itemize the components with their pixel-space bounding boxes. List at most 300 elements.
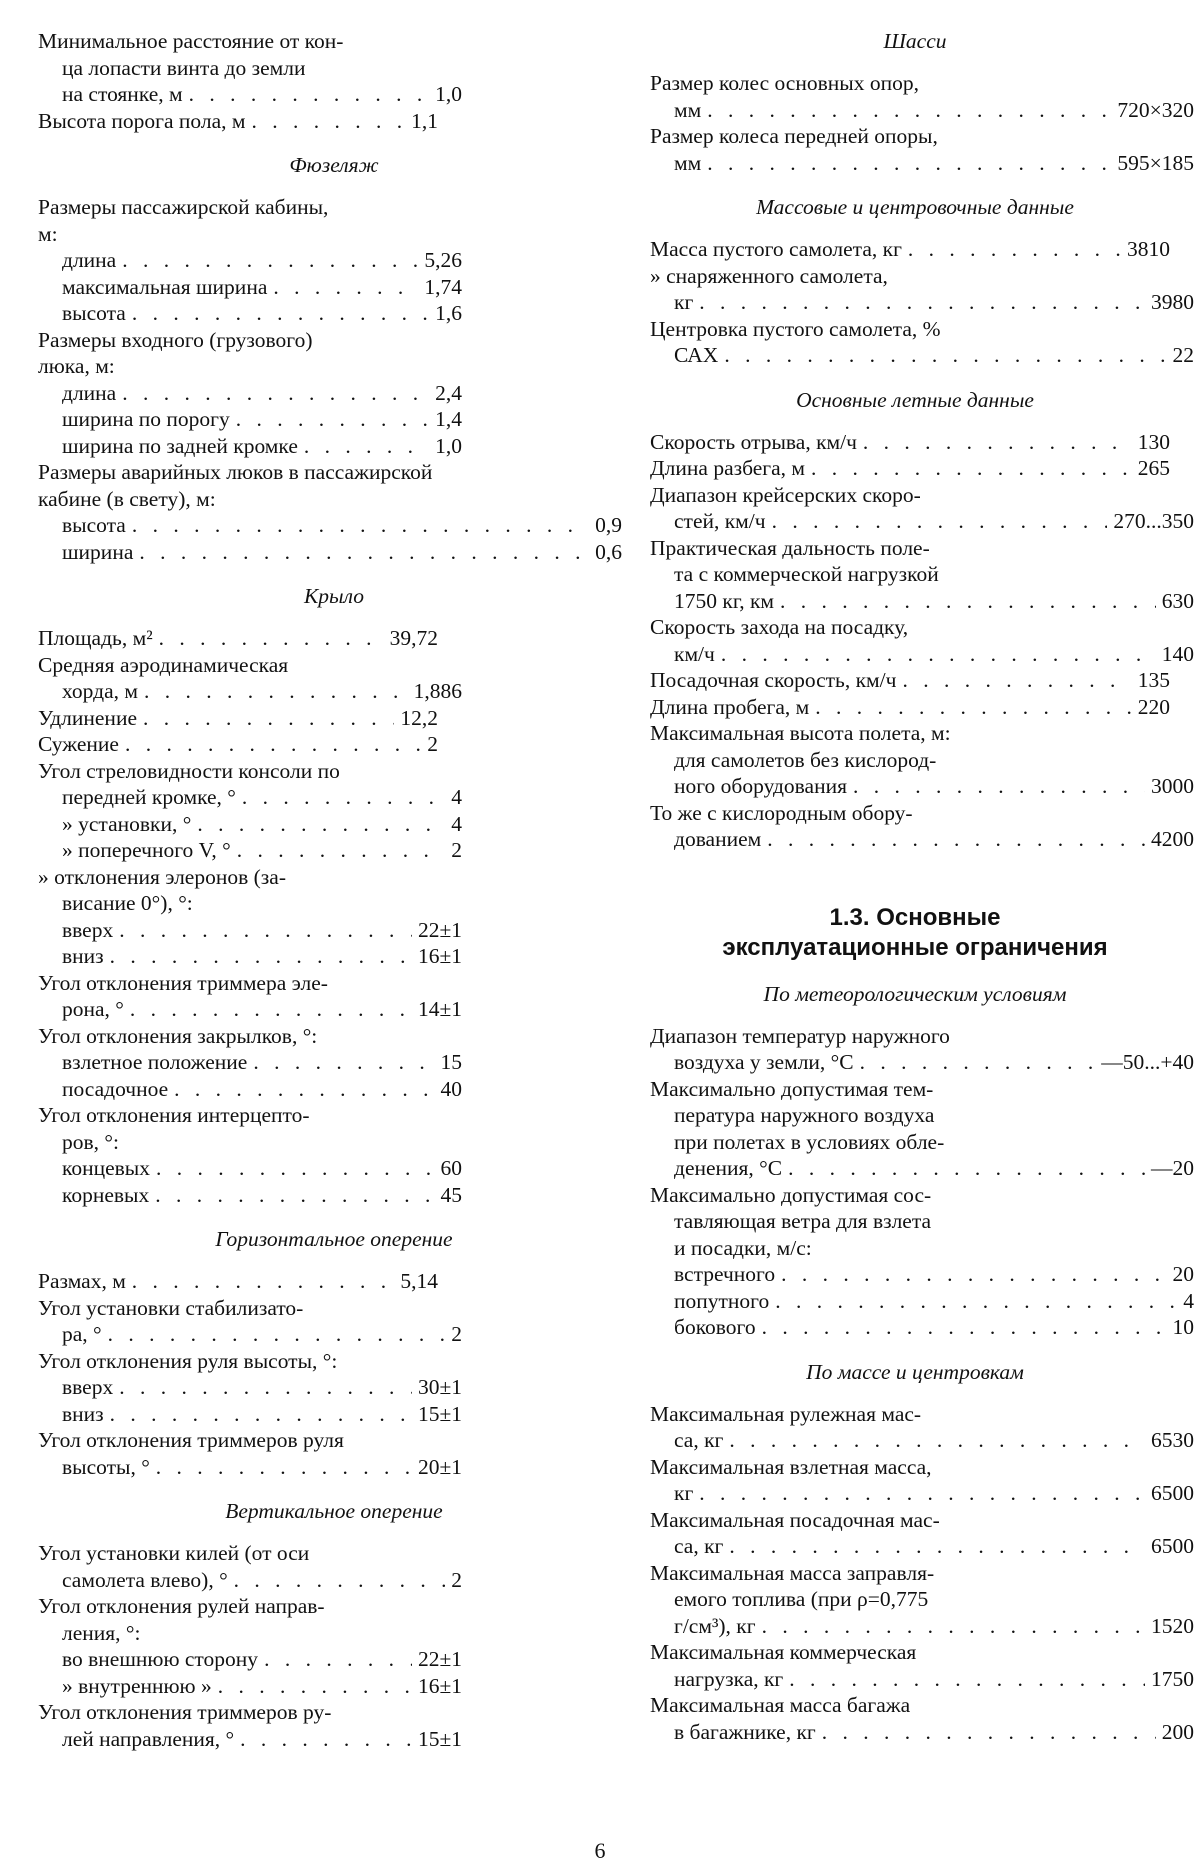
spec-row <box>38 1374 462 1401</box>
spec-line: Максимальная высота полета, м: <box>650 721 951 745</box>
spec-entry <box>650 694 1180 721</box>
spec-entry <box>38 943 630 970</box>
leader-dots <box>772 508 1108 535</box>
section <box>38 583 630 1208</box>
spec-label: высоты, ° <box>62 1454 150 1479</box>
leader-dots <box>237 837 445 864</box>
spec-entry <box>38 731 630 758</box>
spec-row <box>650 1719 1194 1746</box>
spec-row <box>38 1726 462 1753</box>
section-heading: По массе и центровкам <box>806 1359 1024 1384</box>
leader-dots <box>767 826 1145 853</box>
leader-dots <box>122 247 418 274</box>
spec-entry <box>38 758 630 811</box>
spec-entry <box>38 864 630 917</box>
spec-entry <box>38 380 630 407</box>
leader-dots <box>264 1646 412 1673</box>
spec-value: 220 <box>1137 694 1170 719</box>
leader-dots <box>156 1155 434 1182</box>
spec-value: 4 <box>451 785 462 809</box>
spec-line: ца лопасти винта до земли <box>62 55 306 80</box>
spec-value: 1,6 <box>435 301 462 325</box>
spec-line: Угол отклонения триммера эле- <box>38 970 328 995</box>
spec-row <box>650 455 1170 482</box>
spec-entry <box>38 28 630 108</box>
spec-entry <box>650 667 1180 694</box>
section <box>38 1226 630 1480</box>
leader-dots <box>902 667 1131 694</box>
spec-label: дованием <box>674 827 762 851</box>
leader-dots <box>815 694 1132 721</box>
spec-label: 1750 кг, км <box>674 588 775 613</box>
spec-value: 1,0 <box>435 82 462 106</box>
spec-label: рона, ° <box>62 997 124 1021</box>
spec-value: 20±1 <box>417 1454 462 1479</box>
spec-row <box>38 1567 462 1594</box>
leader-dots <box>240 1726 412 1753</box>
spec-entry <box>38 512 630 539</box>
leader-dots <box>762 1314 1167 1341</box>
section-heading: Фюзеляж <box>289 153 379 177</box>
spec-value: 1,886 <box>413 679 462 703</box>
leader-dots <box>236 406 429 433</box>
spec-row <box>38 406 462 433</box>
spec-entry <box>38 194 630 247</box>
section-heading: Горизонтальное оперение <box>215 1227 453 1251</box>
leader-dots <box>251 108 405 135</box>
spec-value: 4 <box>1183 1288 1194 1313</box>
right-bottom-sections <box>650 981 1194 1746</box>
spec-row <box>650 641 1194 668</box>
leader-dots <box>132 300 429 327</box>
spec-entry <box>38 274 630 301</box>
section-heading: Вертикальное оперение <box>225 1499 443 1523</box>
spec-row <box>38 917 462 944</box>
spec-value: 265 <box>1137 456 1170 480</box>
section <box>650 28 1194 176</box>
spec-entry <box>38 1593 630 1646</box>
spec-row <box>38 300 462 327</box>
spec-value: 0,9 <box>595 513 622 537</box>
spec-entry <box>650 455 1180 482</box>
leader-dots <box>110 943 412 970</box>
spec-row <box>38 943 462 970</box>
spec-label: Сужение <box>38 732 119 756</box>
right-top-sections <box>650 28 1194 853</box>
spec-label: встречного <box>674 1262 776 1286</box>
leader-dots <box>218 1673 412 1700</box>
spec-value: 39,72 <box>389 626 438 650</box>
spec-label: Посадочная скорость, км/ч <box>650 668 897 692</box>
spec-entry <box>650 263 1194 316</box>
spec-entry <box>38 433 630 460</box>
section-heading: Крыло <box>304 584 364 608</box>
spec-line: Размеры входного (грузового) <box>38 327 313 352</box>
spec-row <box>650 1155 1194 1182</box>
spec-row <box>38 1049 462 1076</box>
spec-value: 22±1 <box>417 917 462 942</box>
spec-entry <box>650 236 1180 263</box>
leader-dots <box>775 1288 1177 1315</box>
spec-row <box>38 1155 462 1182</box>
leader-dots <box>811 455 1132 482</box>
section-heading: По метеорологическим условиям <box>763 981 1067 1006</box>
spec-row <box>38 811 462 838</box>
spec-label: » внутреннюю » <box>62 1673 212 1698</box>
leader-dots <box>234 1567 446 1594</box>
spec-entry <box>650 429 1180 456</box>
leader-dots <box>729 1533 1145 1560</box>
spec-entry <box>650 1288 1194 1315</box>
spec-entry <box>650 123 1194 176</box>
spec-label: г/см³), кг <box>674 1613 756 1638</box>
spec-entry <box>650 1507 1194 1560</box>
spec-entry <box>650 70 1194 123</box>
spec-label: длина <box>62 380 117 405</box>
spec-entry <box>650 1454 1194 1507</box>
spec-value: 6530 <box>1151 1428 1194 1452</box>
spec-value: 3000 <box>1151 774 1194 798</box>
spec-value: 30±1 <box>417 1375 462 1399</box>
spec-label: км/ч <box>674 641 715 666</box>
spec-value: 2 <box>451 1567 462 1592</box>
spec-row <box>38 1454 462 1481</box>
spec-label: кг <box>674 1481 694 1505</box>
spec-entry <box>38 1049 630 1076</box>
spec-entry <box>38 1155 630 1182</box>
spec-value: 14±1 <box>417 997 462 1021</box>
spec-value: 135 <box>1137 668 1170 692</box>
leader-dots <box>721 641 1156 668</box>
leader-dots <box>304 433 429 460</box>
section-title <box>650 903 1180 963</box>
spec-label: » поперечного V, ° <box>62 838 231 862</box>
spec-value: 5,14 <box>400 1269 438 1293</box>
section <box>650 387 1194 853</box>
spec-line: емого топлива (при ρ=0,775 <box>674 1587 929 1611</box>
spec-line: и посадки, м/с: <box>674 1235 812 1260</box>
spec-label: воздуха у земли, °С <box>674 1050 854 1074</box>
spec-row <box>38 247 462 274</box>
spec-entry <box>38 300 630 327</box>
leader-dots <box>119 1374 412 1401</box>
spec-value: 15±1 <box>417 1401 462 1426</box>
section-heading: Шасси <box>883 29 947 53</box>
spec-label: хорда, м <box>62 679 138 703</box>
spec-label: посадочное <box>62 1076 169 1101</box>
leader-dots <box>780 588 1156 615</box>
spec-value: 45 <box>440 1182 462 1207</box>
spec-label: ного оборудования <box>674 774 847 798</box>
spec-entry <box>38 1182 630 1209</box>
leader-dots <box>122 380 429 407</box>
spec-label: взлетное положение <box>62 1050 248 1074</box>
spec-line: Максимальная масса заправля- <box>650 1560 935 1585</box>
spec-entry <box>38 1295 630 1348</box>
spec-entry <box>650 316 1194 369</box>
spec-entry <box>650 1023 1194 1076</box>
spec-label: са, кг <box>674 1534 724 1558</box>
leader-dots <box>699 289 1145 316</box>
spec-value: 595×185 <box>1117 150 1194 175</box>
spec-value: 4200 <box>1151 827 1194 851</box>
spec-line: » снаряженного самолета, <box>650 263 888 288</box>
spec-value: 0,6 <box>595 539 622 564</box>
spec-entry <box>38 837 630 864</box>
spec-value: 22±1 <box>417 1647 462 1671</box>
spec-entry <box>38 539 630 566</box>
spec-value: 1,4 <box>435 407 462 431</box>
spec-line: Минимальное расстояние от кон- <box>38 29 344 53</box>
spec-line: люка, м: <box>38 354 115 378</box>
spec-row <box>650 236 1170 263</box>
leader-dots <box>197 811 445 838</box>
spec-label: длина <box>62 248 117 272</box>
section-title-line-1: 1.3. Основные <box>829 903 1001 931</box>
spec-entry <box>38 970 630 1023</box>
spec-label: максимальная ширина <box>62 274 268 299</box>
spec-row <box>650 667 1170 694</box>
spec-row <box>38 784 462 811</box>
spec-entry <box>38 1540 630 1593</box>
spec-line: Размер колеса передней опоры, <box>650 124 938 148</box>
spec-entry <box>650 800 1194 853</box>
spec-label: ширина по задней кромке <box>62 433 298 458</box>
spec-line: Максимальная рулежная мас- <box>650 1401 922 1426</box>
spec-label: корневых <box>62 1182 150 1207</box>
leader-dots <box>242 784 445 811</box>
spec-line: пература наружного воздуха <box>674 1103 935 1127</box>
spec-line: Практическая дальность поле- <box>650 535 930 560</box>
spec-value: 3980 <box>1151 290 1194 314</box>
spec-line: м: <box>38 221 58 246</box>
leader-dots <box>273 274 418 301</box>
spec-line: тавляющая ветра для взлета <box>674 1209 932 1233</box>
spec-entry <box>650 535 1194 615</box>
spec-line: Угол отклонения триммеров руля <box>38 1428 344 1452</box>
spec-row <box>38 81 462 108</box>
leader-dots <box>253 1049 434 1076</box>
spec-value: 140 <box>1161 641 1194 666</box>
spec-row <box>650 1613 1194 1640</box>
spec-label: бокового <box>674 1315 756 1339</box>
spec-row <box>650 150 1194 177</box>
leader-dots <box>132 1268 395 1295</box>
leader-dots <box>119 917 412 944</box>
spec-value: 4 <box>451 811 462 836</box>
spec-line: Диапазон крейсерских скоро- <box>650 482 921 507</box>
spec-line: кабине (в свету), м: <box>38 486 216 511</box>
spec-line: при полетах в условиях обле- <box>674 1129 945 1154</box>
spec-entry <box>38 1023 630 1050</box>
spec-row <box>38 512 622 539</box>
spec-line: Размеры аварийных люков в пассажирской <box>38 460 433 484</box>
spec-line: Размер колес основных опор, <box>650 71 919 95</box>
spec-label: вверх <box>62 917 114 942</box>
spec-row <box>38 1321 462 1348</box>
right-column <box>650 28 1194 1745</box>
spec-line: Угол отклонения рулей направ- <box>38 1594 325 1618</box>
spec-row <box>38 1646 462 1673</box>
spec-row <box>38 837 462 864</box>
leader-dots <box>781 1261 1166 1288</box>
spec-value: 2 <box>451 1322 462 1346</box>
spec-label: стей, км/ч <box>674 509 766 533</box>
spec-row <box>38 678 462 705</box>
spec-label: са, кг <box>674 1428 724 1452</box>
spec-label: высота <box>62 513 126 537</box>
leader-dots <box>724 342 1166 369</box>
spec-value: 630 <box>1161 588 1194 613</box>
spec-entry <box>38 1646 630 1673</box>
spec-label: ра, ° <box>62 1322 102 1346</box>
spec-row <box>38 625 438 652</box>
leader-dots <box>789 1666 1145 1693</box>
spec-line: Скорость захода на посадку, <box>650 615 909 639</box>
spec-row <box>38 108 438 135</box>
spec-label: ширина <box>62 539 134 564</box>
spec-label: концевых <box>62 1156 151 1180</box>
spec-value: 1750 <box>1151 1666 1194 1691</box>
spec-entry <box>38 917 630 944</box>
spec-entry <box>650 1560 1194 1640</box>
spec-value: 12,2 <box>400 705 438 730</box>
leader-dots <box>860 1049 1096 1076</box>
spec-value: 720×320 <box>1117 97 1194 122</box>
leader-dots <box>130 996 412 1023</box>
spec-row <box>650 1427 1194 1454</box>
section <box>650 194 1194 369</box>
spec-label: в багажнике, кг <box>674 1719 816 1744</box>
spec-value: 15±1 <box>417 1726 462 1751</box>
spec-row <box>38 433 462 460</box>
spec-entry <box>38 327 630 380</box>
spec-row <box>650 342 1194 369</box>
spec-value: 2,4 <box>435 380 462 405</box>
spec-row <box>650 1480 1194 1507</box>
spec-entry <box>38 1427 630 1480</box>
spec-entry <box>38 652 630 705</box>
spec-label: передней кромке, ° <box>62 785 236 809</box>
spec-label: самолета влево), ° <box>62 1567 228 1592</box>
spec-label: ширина по порогу <box>62 407 230 431</box>
leader-dots <box>788 1155 1145 1182</box>
leader-dots <box>155 1182 434 1209</box>
spec-row <box>38 539 622 566</box>
spec-row <box>650 694 1170 721</box>
spec-entry <box>38 1401 630 1428</box>
leader-dots <box>863 429 1132 456</box>
spec-label: Площадь, м² <box>38 626 153 650</box>
spec-row <box>650 289 1194 316</box>
spec-label: вниз <box>62 944 104 968</box>
spec-row <box>38 1268 438 1295</box>
spec-label: на стоянке, м <box>62 82 183 106</box>
spec-label: Высота порога пола, м <box>38 108 246 133</box>
spec-entry <box>38 1102 630 1155</box>
spec-value: 2 <box>427 732 438 756</box>
spec-row <box>38 380 462 407</box>
leader-dots <box>707 150 1111 177</box>
spec-label: мм <box>674 97 702 122</box>
spec-label: попутного <box>674 1288 770 1313</box>
spec-entry <box>650 1639 1194 1692</box>
section <box>38 152 630 565</box>
spec-line: Центровка пустого самолета, % <box>650 316 941 341</box>
spec-entry <box>38 1374 630 1401</box>
leader-dots <box>822 1719 1156 1746</box>
leader-dots <box>174 1076 434 1103</box>
spec-line: Максимальная коммерческая <box>650 1640 917 1664</box>
spec-entry <box>650 1182 1180 1262</box>
spec-line: Угол установки килей (от оси <box>38 1541 310 1565</box>
spec-line: Угол стреловидности консоли по <box>38 758 340 783</box>
spec-value: 6500 <box>1151 1534 1194 1558</box>
spec-line: Угол отклонения интерцепто- <box>38 1103 310 1127</box>
spec-line: ления, °: <box>62 1620 141 1645</box>
spec-line: Максимально допустимая тем- <box>650 1076 934 1101</box>
spec-row <box>650 1666 1194 1693</box>
leader-dots <box>132 512 589 539</box>
spec-line: висание 0°), °: <box>62 891 193 915</box>
spec-value: 130 <box>1137 429 1170 454</box>
spec-entry <box>650 482 1194 535</box>
spec-entry <box>650 1401 1194 1454</box>
spec-label: » установки, ° <box>62 811 192 836</box>
spec-label: во внешнюю сторону <box>62 1647 259 1671</box>
leader-dots <box>110 1401 412 1428</box>
section <box>650 981 1194 1341</box>
spec-row <box>650 773 1194 800</box>
spec-line: Размеры пассажирской кабины, <box>38 195 329 219</box>
spec-entry <box>650 720 1194 800</box>
spec-value: 1,0 <box>435 433 462 458</box>
spec-row <box>650 508 1194 535</box>
spec-row <box>650 588 1194 615</box>
spec-line: » отклонения элеронов (за- <box>38 864 286 889</box>
spec-value: 20 <box>1172 1262 1194 1286</box>
spec-line: Угол установки стабилизато- <box>38 1295 304 1320</box>
spec-line: для самолетов без кислород- <box>674 747 937 772</box>
spec-entry <box>38 1673 630 1700</box>
leader-dots <box>189 81 430 108</box>
leader-dots <box>159 625 384 652</box>
leader-dots <box>729 1427 1145 1454</box>
spec-entry <box>38 705 630 732</box>
spec-value: 3810 <box>1127 237 1170 261</box>
leader-dots <box>156 1454 412 1481</box>
section-heading: Основные летные данные <box>796 387 1034 412</box>
spec-label: САХ <box>674 343 719 367</box>
spec-value: 22 <box>1172 343 1194 367</box>
spec-row <box>650 1261 1194 1288</box>
spec-value: 200 <box>1161 1719 1194 1744</box>
spec-entry <box>38 1348 630 1375</box>
spec-entry <box>650 614 1194 667</box>
spec-line: Угол отклонения руля высоты, °: <box>38 1348 338 1373</box>
leader-dots <box>699 1480 1145 1507</box>
section-title-line-2: эксплуатационные ограничения <box>722 933 1108 961</box>
spec-label: мм <box>674 150 702 175</box>
section <box>38 1498 630 1752</box>
page-number: 6 <box>594 1838 606 1863</box>
spec-entry <box>38 625 630 652</box>
spec-label: Удлинение <box>38 705 137 730</box>
spec-label: высота <box>62 301 126 325</box>
spec-row <box>650 97 1194 124</box>
spec-line: Максимальная взлетная масса, <box>650 1454 932 1479</box>
spec-entry <box>38 811 630 838</box>
